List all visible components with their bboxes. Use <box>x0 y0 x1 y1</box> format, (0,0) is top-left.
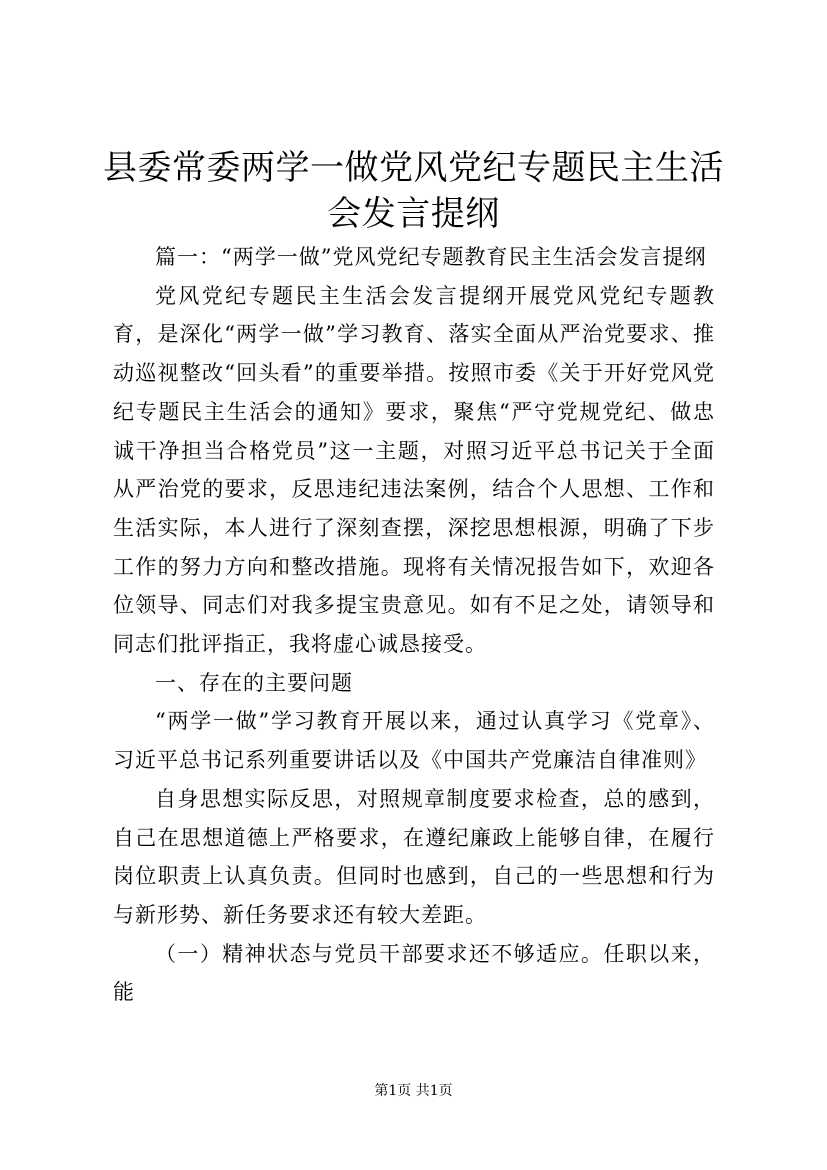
paragraph: （一）精神状态与党员干部要求还不够适应。任职以来，能 <box>113 941 715 1005</box>
section-heading: 一、存在的主要问题 <box>155 670 353 695</box>
paragraph: 党风党纪专题民主生活会发言提纲开展党风党纪专题教育，是深化“两学一做”学习教育、落实全面从严治党要求、推动巡视整改“回头看”的重要举措。按照市委《关于开好党风党纪专题民主生活会的通知》要求，聚焦“严守党规党纪、做忠诚干净担当合格党员”这一主题，对照习近平总书记关于全面从严治党的要求，反思违纪违法案例，结合个人思想、工作和生活实际，本人进行了深刻查摆，深挖思想根源，明确了下步工作的努力方向和整改措施。现将有关情况报告如下，欢迎各位领导、同志们对我多提宝贵意见。如有不足之处，请领导和同志们批评指正，我将虚心诚恳接受。 <box>113 283 715 657</box>
document-title: 县委常委两学一做党风党纪专题民主生活会发言提纲 <box>103 148 724 234</box>
page-footer: 第1页 共1页 <box>374 1083 453 1099</box>
section-heading: 篇一：“两学一做”党风党纪专题教育民主生活会发言提纲 <box>155 245 707 269</box>
paragraph: 自身思想实际反思，对照规章制度要求检查，总的感到，自己在思想道德上严格要求，在遵纪廉政上能够自律，在履行岗位职责上认真负责。但同时也感到，自己的一些思想和行为与新形势、新任务要求还有较大差距。 <box>113 786 715 927</box>
paragraph: “两学一做”学习教育开展以来，通过认真学习《党章》、习近平总书记系列重要讲话以及《中国共产党廉洁自律准则》 <box>113 709 715 773</box>
document-body <box>113 238 715 1012</box>
